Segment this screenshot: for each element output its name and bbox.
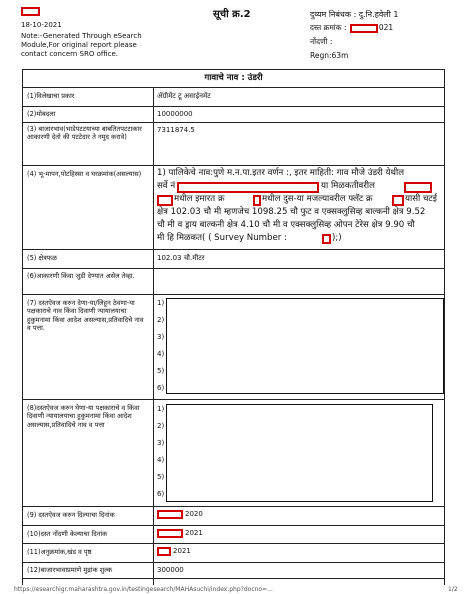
row1-value: ॲग्रीमेंट टू असाईनमेंट	[157, 92, 211, 100]
row5-value: 102.03 चौ.मीटर	[157, 254, 205, 262]
row4-line1: 1) पालिकेचे नाव:पुणे म.न.पा.इतर वर्णन :, इतर माहिती: गाव मौजे उंडरी येथील	[157, 168, 405, 178]
office-label: दुय्यम निबंधक : दु.नि.हवेली 1	[310, 10, 399, 19]
row10-value: 2021	[185, 529, 203, 537]
redacted-project-name	[404, 182, 432, 193]
row4-line6b: );)	[332, 233, 342, 243]
row2-value: 10000000	[157, 110, 193, 118]
row1-label: (1)विलेखाचा प्रकार	[27, 92, 75, 100]
redacted-executant-parties	[166, 298, 444, 394]
row4-label: (4) भू-मापन,पोटहिस्सा व घरक्रमांक(असल्यास)	[27, 170, 142, 178]
row8-item3: 3)	[157, 439, 165, 447]
redacted-survey-number	[322, 234, 331, 244]
redacted-flat-no	[392, 195, 404, 206]
redacted-survey-no	[177, 182, 319, 193]
row3-value: 7311874.5	[157, 126, 195, 134]
row7-label: (7) दस्तऐवज करुन देणा-या/लिहून ठेवणा-या पक्षकाराचे नाव किंवा दिवाणी न्यायालयाचा हुकुमनामा किंवा आदेश असल्यास,प्रतिवादिचे नाव व पत्ता.	[27, 299, 144, 333]
row8-item5: 5)	[157, 473, 165, 481]
row4-line5: चौ मी व ड्राय बाल्कनी क्षेत्र 4.10 चौ मी व एक्सक्लुसिव्ह ओपन टेरेस क्षेत्र 9.90 चौ	[157, 220, 415, 230]
redacted-header-mark	[21, 7, 40, 16]
header-date: 18-10-2021	[21, 21, 62, 29]
village-heading: गावाचे नाव : उंडरी	[204, 73, 263, 83]
row4-line2a: सर्वे नं	[157, 181, 176, 191]
suchi-title: सूची क्र.2	[213, 9, 251, 20]
row6-label: (6)आकारणी किंवा जुडी देण्यात असेल तेव्हा.	[27, 272, 135, 280]
row4-line3a: मधील इमारत क्र	[174, 194, 225, 204]
row9-value: 2020	[185, 510, 203, 518]
row8-item2: 2)	[157, 422, 165, 430]
redacted-execution-date	[157, 510, 183, 519]
row9-label: (9) दस्तऐवज करुन दिल्याचा दिनांक	[27, 511, 115, 519]
row4-line2b: या मिळकतीवरील	[321, 181, 375, 191]
row4-line3b: मधील दुस-या मजल्यावरील फ्लॅट क्र	[262, 194, 373, 204]
row11-label: (11)अनुक्रमांक,खंड व पृष्ठ	[27, 548, 92, 556]
redacted-building-no	[253, 195, 261, 206]
registration-label: नोंदणी :	[310, 37, 333, 46]
row4-line4: क्षेत्र 102.03 चौ मी म्हणजेच 1098.25 चौ फुट व एक्सक्लुसिव्ह बाल्कनी क्षेत्र 9.52	[157, 207, 426, 217]
row7-item6: 6)	[157, 384, 165, 392]
row8-item4: 4)	[157, 456, 165, 464]
row7-item5: 5)	[157, 367, 165, 375]
redacted-project-name-cont	[157, 195, 173, 206]
header-note: Note:-Generated Through eSearch Module,For original report please contact concern SRO office.	[21, 32, 142, 58]
redacted-claimant-parties	[166, 404, 433, 502]
doc-number	[310, 23, 393, 33]
row7-item2: 2)	[157, 316, 165, 324]
doc-number-suffix: 021	[378, 23, 394, 32]
doc-number-prefix: दस्त क्रमांक :	[310, 23, 349, 32]
row8-label: (8)दस्तऐवज करुन घेणा-या पक्षकाराचे व किंवा दिवाणी न्यायालयाचा हुकुमनामा किंवा आदेश असल्यास,प्रतिवादिचे नाव व पत्ता	[27, 404, 140, 429]
row7-item1: 1)	[157, 299, 165, 307]
row11-value: 2021	[173, 547, 191, 555]
redacted-registration-date	[157, 529, 183, 538]
row7-item4: 4)	[157, 350, 165, 358]
row8-item6: 6)	[157, 490, 165, 498]
row12-value: 300000	[157, 566, 184, 574]
row12-label: (12)बाजारभावाप्रमाणे मुद्रांक शुल्क	[27, 566, 113, 574]
row7-item3: 3)	[157, 333, 165, 341]
row3-label: (3) बाजारभाव(भाडेपटटयाच्या बाबतितपटटाकार आकारणी देतो की पटटेदार ते नमुद करावे)	[27, 125, 142, 142]
row4-line3c: यासी चटई	[405, 194, 437, 204]
row4-line6a: मी हि मिळकत( ( Survey Number :	[157, 233, 287, 243]
redacted-serial-number	[157, 547, 171, 556]
row2-label: (2)मोबदला	[27, 110, 56, 118]
row5-label: (5) क्षेत्रफळ	[27, 254, 57, 262]
footer-page: 1/2	[448, 586, 458, 593]
row8-item1: 1)	[157, 405, 165, 413]
row10-label: (10)दस्त नोंदणी केल्याचा दिनांक	[27, 530, 108, 538]
footer-url[interactable]: https://esearchigr.maharashtra.gov.in/testingesearch/MAHAsuchi/index.php?docno=...	[14, 586, 273, 593]
regn-label: Regn:63m	[310, 51, 349, 60]
